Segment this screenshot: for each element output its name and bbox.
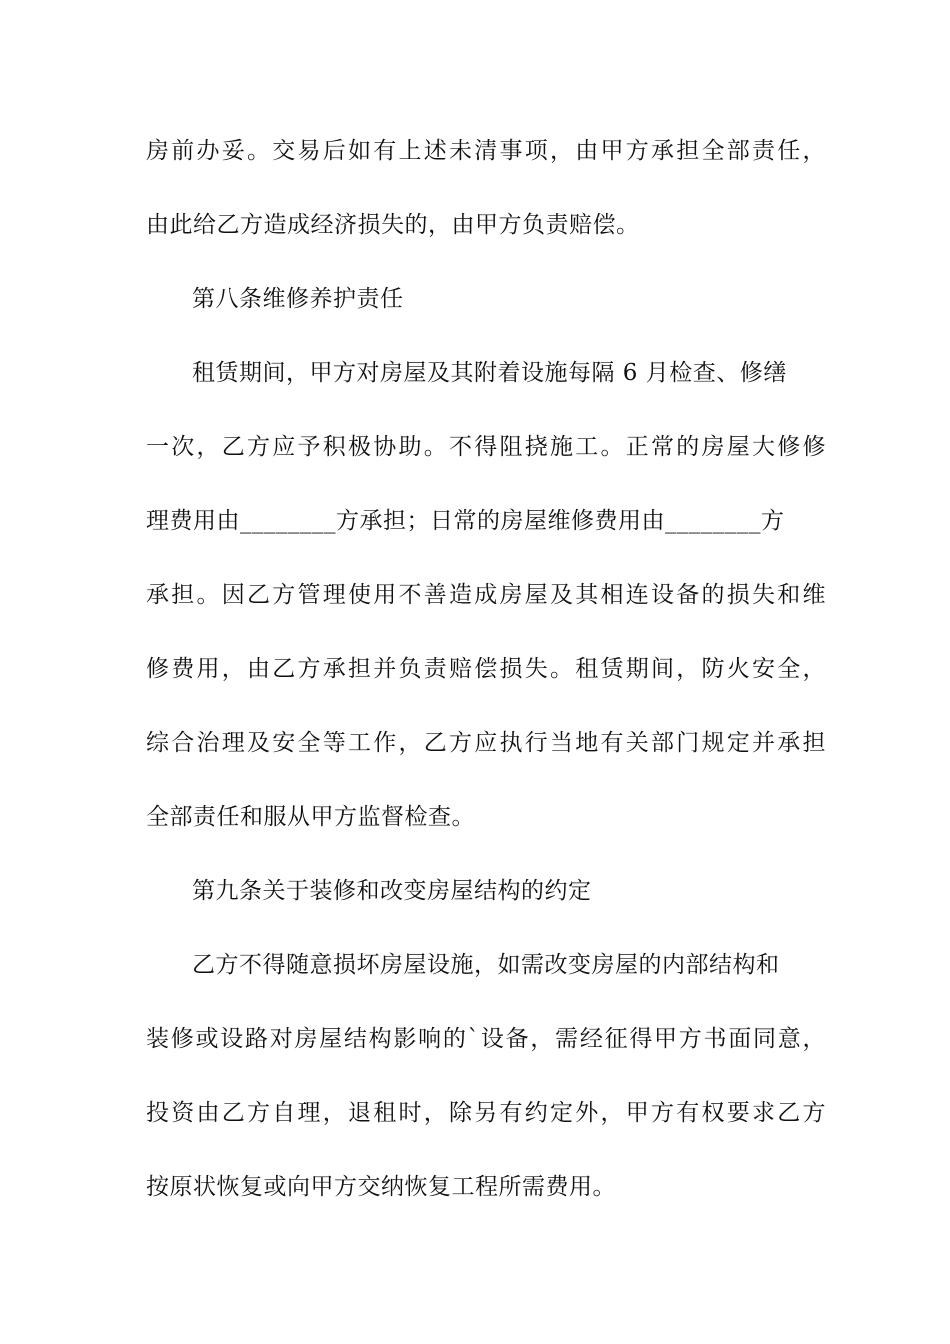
text-line: 由此给乙方造成经济损失的，由甲方负责赔偿。	[146, 212, 640, 238]
text-line: 装修或设路对房屋结构影响的`设备，需经征得甲方书面同意，	[146, 1026, 826, 1052]
text-line: 承担。因乙方管理使用不善造成房屋及其相连设备的损失和维	[146, 582, 826, 608]
text-line: 乙方不得随意损坏房屋设施，如需改变房屋的内部结构和	[192, 952, 780, 978]
text-line: 租赁期间，甲方对房屋及其附着设施每隔 6 月检查、修缮	[192, 360, 787, 386]
text-line: 房前办妥。交易后如有上述未清事项，由甲方承担全部责任，	[146, 138, 826, 164]
section-heading-article-9: 第九条关于装修和改变房屋结构的约定	[192, 878, 592, 904]
section-heading-article-8: 第八条维修养护责任	[192, 286, 404, 312]
text-line: 综合治理及安全等工作，乙方应执行当地有关部门规定并承担	[146, 730, 826, 756]
text-line: 按原状恢复或向甲方交纳恢复工程所需费用。	[146, 1174, 616, 1200]
text-line: 投资由乙方自理，退租时，除另有约定外，甲方有权要求乙方	[146, 1100, 826, 1126]
text-line: 一次，乙方应予积极协助。不得阻挠施工。正常的房屋大修修	[146, 434, 826, 460]
text-line: 全部责任和服从甲方监督检查。	[146, 804, 475, 830]
text-line-with-blanks: 理费用由________方承担；日常的房屋维修费用由________方	[146, 508, 785, 534]
text-line: 修费用，由乙方承担并负责赔偿损失。租赁期间，防火安全，	[146, 656, 826, 682]
